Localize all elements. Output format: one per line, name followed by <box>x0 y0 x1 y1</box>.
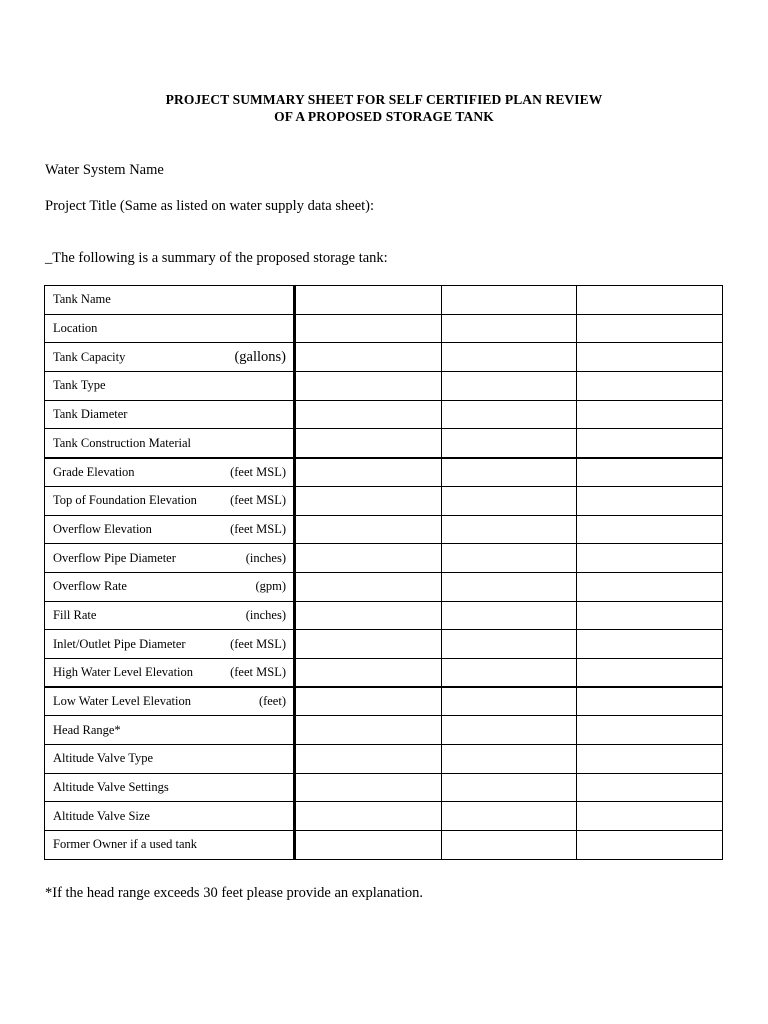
row-label-cell <box>45 745 295 774</box>
table-row <box>45 572 723 601</box>
row-label-cell <box>45 687 295 716</box>
table-row <box>45 400 723 429</box>
entry-cell-tank-2[interactable] <box>442 745 577 774</box>
row-unit: (gpm) <box>255 579 286 594</box>
table-row <box>45 773 723 802</box>
entry-cell-tank-1[interactable] <box>295 314 442 343</box>
row-unit: (feet MSL) <box>230 493 286 508</box>
row-label-cell <box>45 544 295 573</box>
entry-cell-tank-1[interactable] <box>295 458 442 487</box>
entry-cell-tank-3[interactable] <box>577 745 723 774</box>
table-row <box>45 745 723 774</box>
entry-cell-tank-1[interactable] <box>295 572 442 601</box>
storage-tank-summary-table <box>44 285 723 860</box>
table-row <box>45 372 723 401</box>
entry-cell-tank-2[interactable] <box>442 486 577 515</box>
entry-cell-tank-2[interactable] <box>442 544 577 573</box>
row-label-cell <box>45 372 295 401</box>
row-label-cell <box>45 429 295 458</box>
entry-cell-tank-3[interactable] <box>577 716 723 745</box>
row-unit: (feet MSL) <box>230 665 286 680</box>
row-unit: (feet MSL) <box>230 636 286 651</box>
entry-cell-tank-3[interactable] <box>577 486 723 515</box>
document-title-line-1: PROJECT SUMMARY SHEET FOR SELF CERTIFIED PLAN REVIEW <box>165 92 603 107</box>
entry-cell-tank-1[interactable] <box>295 630 442 659</box>
entry-cell-tank-3[interactable] <box>577 458 723 487</box>
row-label: Tank Name <box>53 292 111 307</box>
table-row <box>45 314 723 343</box>
row-unit: (feet MSL) <box>230 521 286 536</box>
row-label: Top of Foundation Elevation <box>53 493 197 508</box>
row-label: Overflow Rate <box>53 579 127 594</box>
table-row <box>45 515 723 544</box>
entry-cell-tank-1[interactable] <box>295 831 442 860</box>
entry-cell-tank-3[interactable] <box>577 515 723 544</box>
entry-cell-tank-2[interactable] <box>442 773 577 802</box>
row-label: Altitude Valve Settings <box>53 780 169 795</box>
table-row <box>45 658 723 687</box>
entry-cell-tank-1[interactable] <box>295 773 442 802</box>
row-label: Altitude Valve Size <box>53 808 150 823</box>
row-label: Former Owner if a used tank <box>53 837 198 852</box>
table-row <box>45 687 723 716</box>
row-unit: (gallons) <box>234 348 286 365</box>
row-label-cell <box>45 716 295 745</box>
table-row <box>45 429 723 458</box>
entry-cell-tank-1[interactable] <box>295 429 442 458</box>
row-label: Head Range* <box>53 722 121 737</box>
table-row <box>45 630 723 659</box>
entry-cell-tank-3[interactable] <box>577 372 723 401</box>
entry-cell-tank-1[interactable] <box>295 372 442 401</box>
table-row <box>45 458 723 487</box>
entry-cell-tank-3[interactable] <box>577 400 723 429</box>
row-label: Tank Diameter <box>53 407 128 422</box>
table-row <box>45 716 723 745</box>
table-row <box>45 544 723 573</box>
table-row <box>45 486 723 515</box>
row-label: Low Water Level Elevation <box>53 694 191 709</box>
entry-cell-tank-2[interactable] <box>442 314 577 343</box>
entry-cell-tank-2[interactable] <box>442 831 577 860</box>
entry-cell-tank-1[interactable] <box>295 658 442 687</box>
summary-intro-text: _The following is a summary of the proposed storage tank: <box>45 250 388 266</box>
entry-cell-tank-1[interactable] <box>295 544 442 573</box>
entry-cell-tank-3[interactable] <box>577 286 723 315</box>
row-label: Grade Elevation <box>53 464 135 479</box>
entry-cell-tank-2[interactable] <box>442 458 577 487</box>
table-row <box>45 831 723 860</box>
row-label-cell <box>45 486 295 515</box>
entry-cell-tank-1[interactable] <box>295 400 442 429</box>
entry-cell-tank-3[interactable] <box>577 831 723 860</box>
head-range-footnote: *If the head range exceeds 30 feet please provide an explanation. <box>45 885 424 901</box>
entry-cell-tank-2[interactable] <box>442 802 577 831</box>
document-title-line-2: OF A PROPOSED STORAGE TANK <box>274 109 494 124</box>
entry-cell-tank-3[interactable] <box>577 630 723 659</box>
row-label-cell <box>45 314 295 343</box>
entry-cell-tank-1[interactable] <box>295 745 442 774</box>
entry-cell-tank-2[interactable] <box>442 286 577 315</box>
row-unit: (inches) <box>245 607 286 622</box>
table-row <box>45 802 723 831</box>
row-label: Tank Type <box>53 378 106 393</box>
row-label-cell <box>45 601 295 630</box>
row-unit: (inches) <box>245 550 286 565</box>
row-label-cell <box>45 831 295 860</box>
row-label-cell <box>45 630 295 659</box>
entry-cell-tank-2[interactable] <box>442 572 577 601</box>
row-label: Overflow Pipe Diameter <box>53 550 176 565</box>
table-body <box>45 286 723 860</box>
row-label-cell <box>45 400 295 429</box>
row-label-cell <box>45 572 295 601</box>
entry-cell-tank-1[interactable] <box>295 802 442 831</box>
entry-cell-tank-3[interactable] <box>577 314 723 343</box>
entry-cell-tank-2[interactable] <box>442 716 577 745</box>
entry-cell-tank-2[interactable] <box>442 515 577 544</box>
entry-cell-tank-1[interactable] <box>295 515 442 544</box>
row-label: Fill Rate <box>53 607 97 622</box>
row-label: Tank Construction Material <box>53 435 191 450</box>
row-label-cell <box>45 343 295 372</box>
entry-cell-tank-3[interactable] <box>577 802 723 831</box>
entry-cell-tank-3[interactable] <box>577 601 723 630</box>
entry-cell-tank-3[interactable] <box>577 343 723 372</box>
entry-cell-tank-3[interactable] <box>577 658 723 687</box>
water-system-name-label: Water System Name <box>45 162 164 178</box>
entry-cell-tank-3[interactable] <box>577 773 723 802</box>
table-row <box>45 286 723 315</box>
row-label: High Water Level Elevation <box>53 665 194 680</box>
row-label: Inlet/Outlet Pipe Diameter <box>53 636 186 651</box>
entry-cell-tank-2[interactable] <box>442 687 577 716</box>
entry-cell-tank-3[interactable] <box>577 572 723 601</box>
project-title-label: Project Title (Same as listed on water supply data sheet): <box>45 198 375 214</box>
entry-cell-tank-2[interactable] <box>442 630 577 659</box>
entry-cell-tank-3[interactable] <box>577 429 723 458</box>
entry-cell-tank-1[interactable] <box>295 687 442 716</box>
row-label-cell <box>45 802 295 831</box>
table-row <box>45 601 723 630</box>
entry-cell-tank-1[interactable] <box>295 486 442 515</box>
entry-cell-tank-2[interactable] <box>442 400 577 429</box>
row-label-cell <box>45 515 295 544</box>
row-label-cell <box>45 658 295 687</box>
table-row <box>45 343 723 372</box>
row-unit: (feet MSL) <box>230 464 286 479</box>
row-label: Overflow Elevation <box>53 521 152 536</box>
entry-cell-tank-2[interactable] <box>442 658 577 687</box>
entry-cell-tank-2[interactable] <box>442 429 577 458</box>
row-label: Tank Capacity <box>53 349 126 364</box>
row-label-cell <box>45 458 295 487</box>
entry-cell-tank-1[interactable] <box>295 343 442 372</box>
entry-cell-tank-2[interactable] <box>442 372 577 401</box>
row-label: Altitude Valve Type <box>53 751 154 766</box>
row-label: Location <box>53 321 98 336</box>
entry-cell-tank-1[interactable] <box>295 601 442 630</box>
row-label-cell <box>45 286 295 315</box>
row-unit: (feet) <box>258 694 286 709</box>
entry-cell-tank-1[interactable] <box>295 286 442 315</box>
entry-cell-tank-1[interactable] <box>295 716 442 745</box>
entry-cell-tank-3[interactable] <box>577 687 723 716</box>
row-label-cell <box>45 773 295 802</box>
entry-cell-tank-2[interactable] <box>442 601 577 630</box>
entry-cell-tank-2[interactable] <box>442 343 577 372</box>
entry-cell-tank-3[interactable] <box>577 544 723 573</box>
